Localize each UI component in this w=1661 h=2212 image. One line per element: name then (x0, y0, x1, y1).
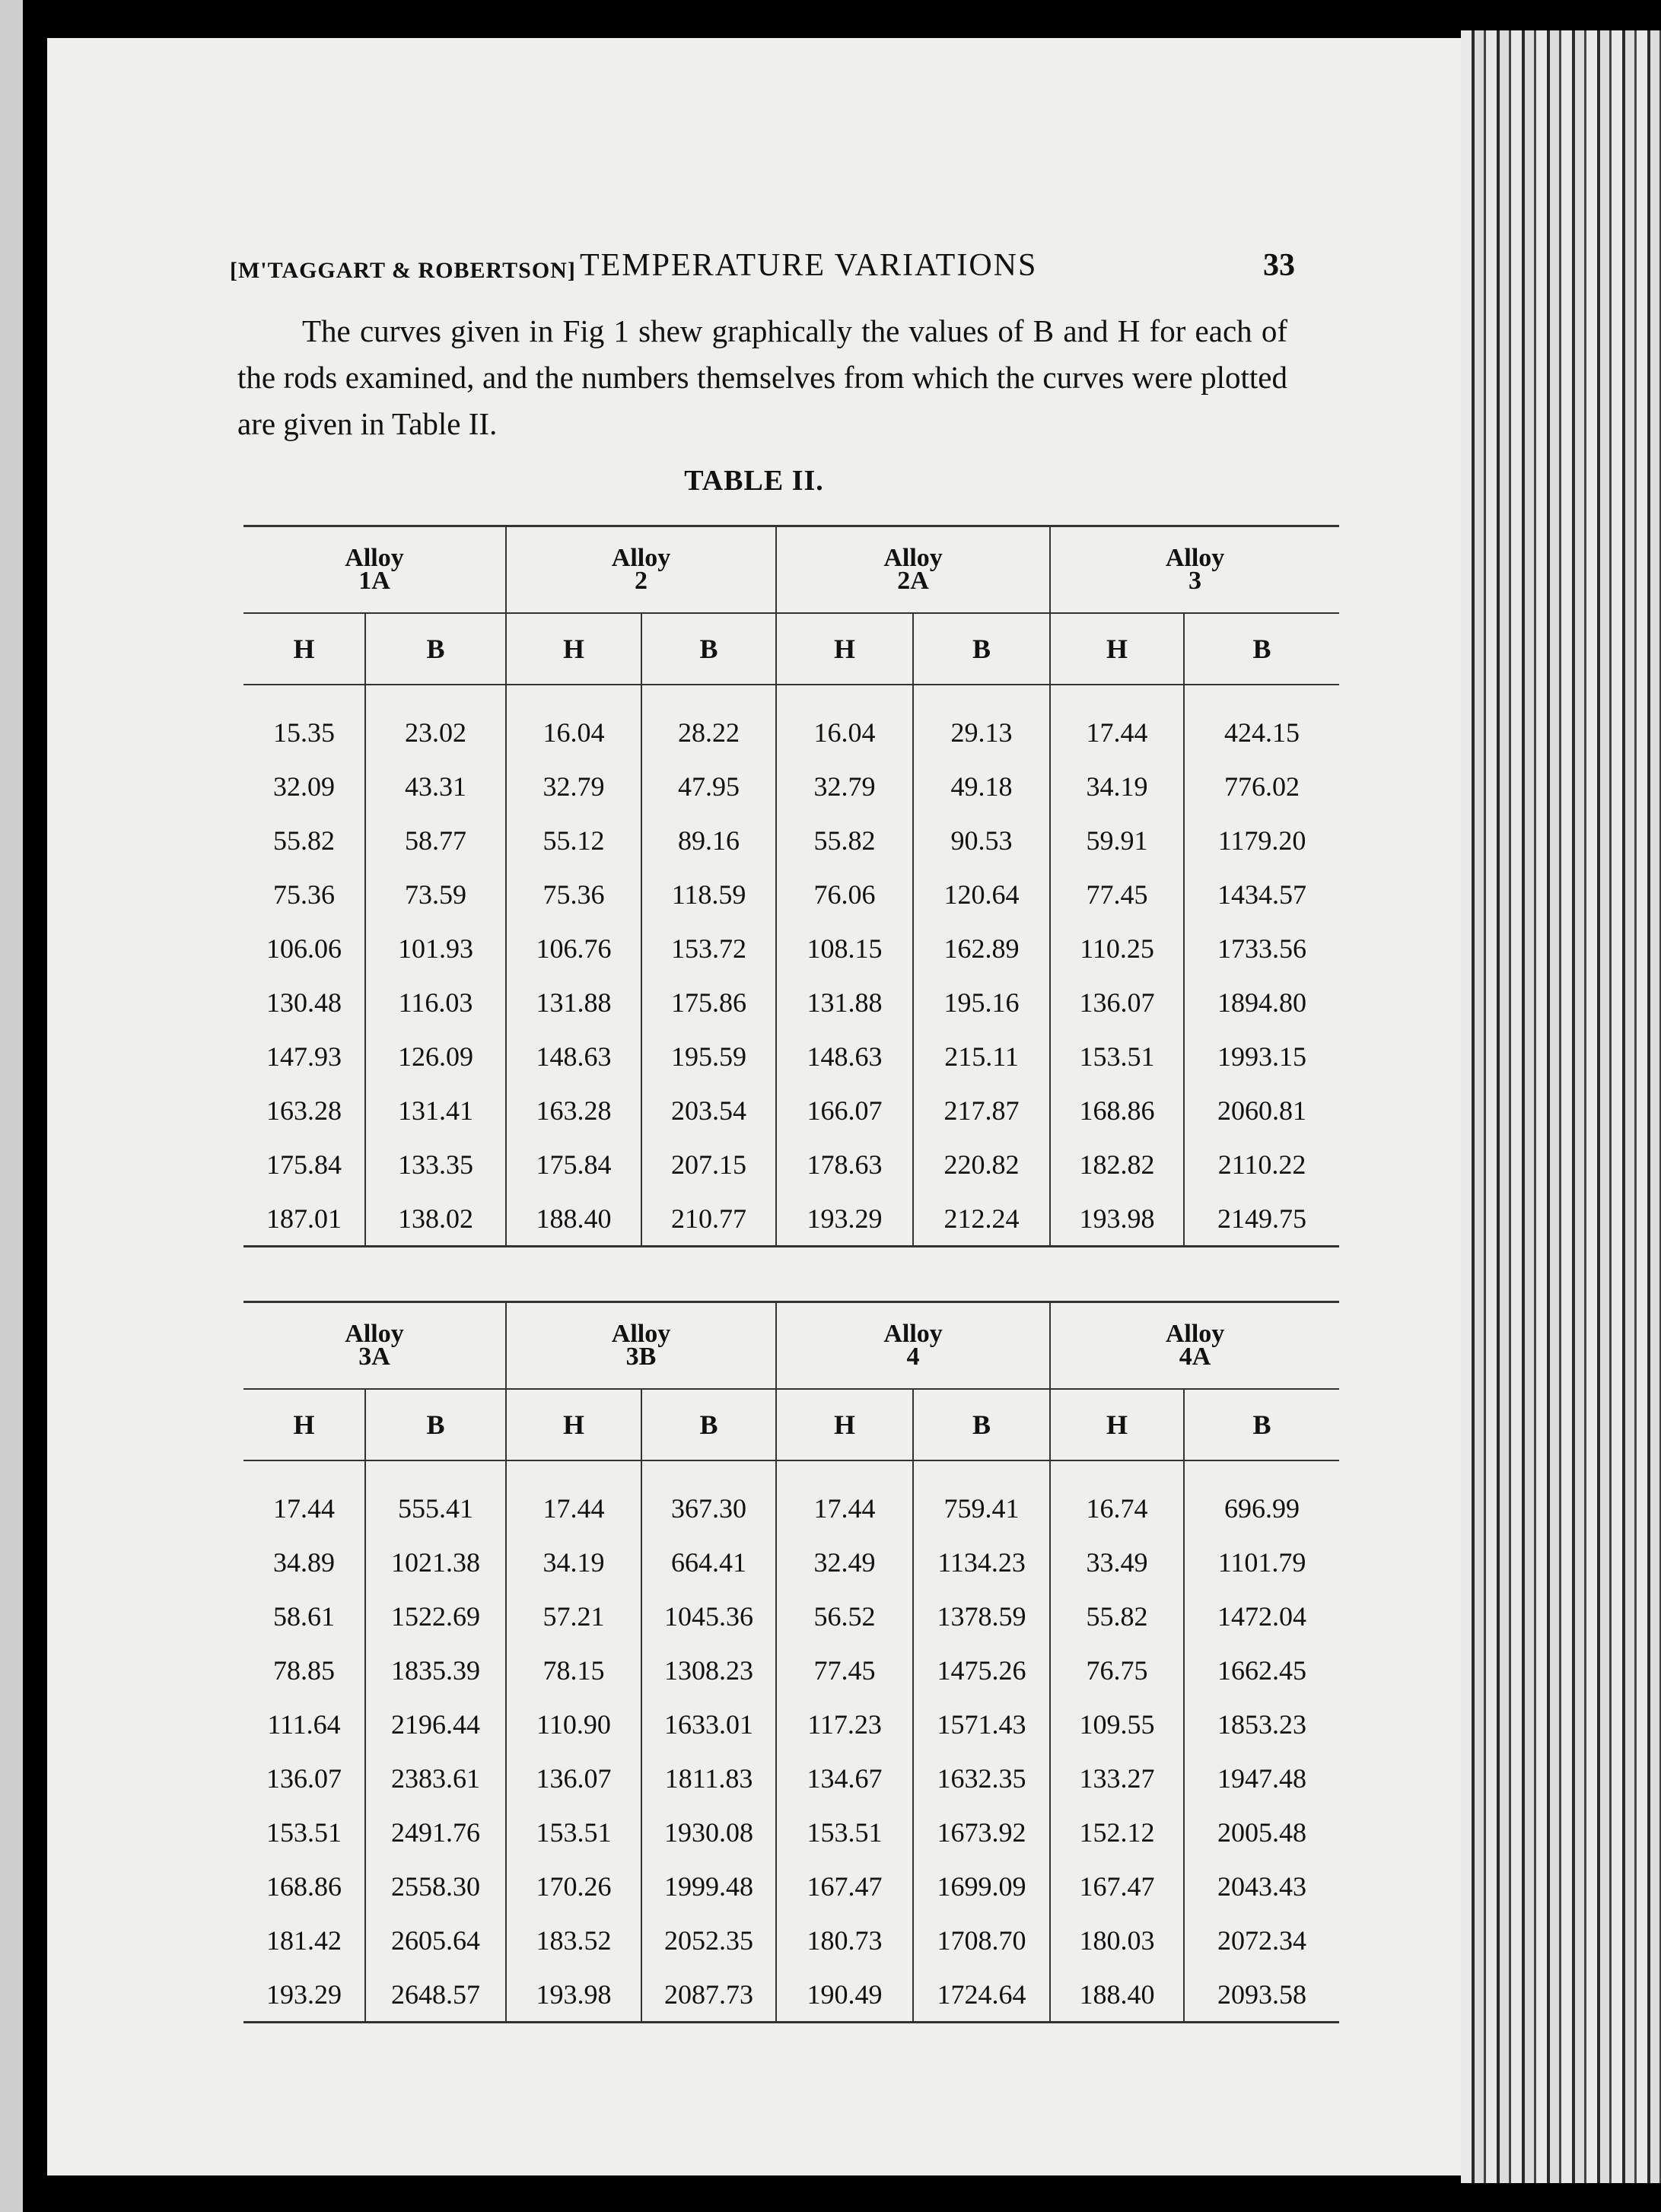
b-value-cell: 1378.59 (913, 1589, 1050, 1643)
alloy-group-header (243, 526, 506, 614)
b-value-cell: 49.18 (913, 759, 1050, 813)
b-value-cell: 2491.76 (365, 1805, 506, 1859)
h-value-cell: 136.07 (266, 1762, 342, 1794)
h-value-cell: 175.84 (266, 1149, 342, 1180)
h-value-cell: 78.85 (273, 1654, 335, 1686)
b-value-cell: 1434.57 (1184, 867, 1339, 921)
table-row (243, 1643, 1339, 1697)
b-value-cell: 1021.38 (365, 1535, 506, 1589)
b-value-cell: 73.59 (365, 867, 506, 921)
alloy-id: 2A (897, 567, 929, 595)
b-value-cell: 28.22 (641, 685, 776, 759)
b-value-cell: 2087.73 (641, 1967, 776, 2023)
h-value-cell: 153.51 (266, 1816, 342, 1848)
b-column-header: B (1184, 1389, 1339, 1460)
h-value-cell: 193.98 (506, 1967, 641, 2023)
alloy-group-header (1050, 526, 1339, 614)
b-value-cell: 1708.70 (913, 1913, 1050, 1967)
book-page (47, 38, 1461, 2175)
h-value-cell: 188.40 (506, 1191, 641, 1247)
alloy-label: Alloy (345, 544, 404, 572)
h-value-cell: 152.12 (1050, 1805, 1184, 1859)
h-value-cell: 131.88 (506, 975, 641, 1029)
b-value-cell: 215.11 (913, 1029, 1050, 1083)
h-value-cell: 55.82 (273, 825, 335, 856)
b-value-cell: 1733.56 (1184, 921, 1339, 975)
b-value-cell: 367.30 (641, 1460, 776, 1535)
alloy-id: 3A (358, 1343, 390, 1371)
b-value-cell: 2605.64 (365, 1913, 506, 1967)
b-value-cell: 2072.34 (1184, 1913, 1339, 1967)
b-value-cell: 195.16 (913, 975, 1050, 1029)
h-value-cell: 136.07 (506, 1751, 641, 1805)
b-value-cell: 2648.57 (365, 1967, 506, 2023)
h-value-cell: 163.28 (506, 1083, 641, 1137)
h-value-cell: 32.49 (776, 1535, 913, 1589)
h-column-header: H (243, 1389, 365, 1460)
alloy-id: 1A (358, 567, 390, 595)
table-row (243, 867, 1339, 921)
h-value-cell: 153.51 (1050, 1029, 1184, 1083)
b-value-cell: 1894.80 (1184, 975, 1339, 1029)
b-value-cell: 1633.01 (641, 1697, 776, 1751)
h-column-header: H (776, 1389, 913, 1460)
b-value-cell: 90.53 (913, 813, 1050, 867)
alloy-label: Alloy (1165, 544, 1225, 572)
b-column-header: B (1184, 613, 1339, 685)
b-value-cell: 1699.09 (913, 1859, 1050, 1913)
h-value-cell: 59.91 (1050, 813, 1184, 867)
b-value-cell: 776.02 (1184, 759, 1339, 813)
h-value-cell: 168.86 (266, 1870, 342, 1902)
b-value-cell: 1045.36 (641, 1589, 776, 1643)
b-value-cell: 2558.30 (365, 1859, 506, 1913)
h-value-cell: 166.07 (776, 1083, 913, 1137)
alloy-label: Alloy (611, 544, 671, 572)
b-value-cell: 220.82 (913, 1137, 1050, 1191)
h-value-cell: 131.88 (776, 975, 913, 1029)
table-row (243, 1913, 1339, 1967)
h-value-cell: 175.84 (506, 1137, 641, 1191)
alloy-group-header (776, 1302, 1050, 1390)
table-row (243, 1535, 1339, 1589)
h-column-header: H (776, 613, 913, 685)
h-value-cell: 34.89 (273, 1546, 335, 1578)
table-row (243, 975, 1339, 1029)
b-value-cell: 1571.43 (913, 1697, 1050, 1751)
b-value-cell: 101.93 (365, 921, 506, 975)
h-value-cell: 106.06 (266, 933, 342, 964)
alloy-label: Alloy (345, 1320, 404, 1348)
page-number: 33 (1263, 248, 1295, 283)
h-value-cell: 193.29 (266, 1978, 342, 2010)
h-value-cell: 136.07 (1050, 975, 1184, 1029)
h-value-cell: 78.15 (506, 1643, 641, 1697)
h-value-cell: 134.67 (776, 1751, 913, 1805)
b-value-cell: 23.02 (365, 685, 506, 759)
b-value-cell: 131.41 (365, 1083, 506, 1137)
h-column-header: H (506, 613, 641, 685)
h-value-cell: 33.49 (1050, 1535, 1184, 1589)
h-value-cell: 16.74 (1050, 1460, 1184, 1535)
h-value-cell: 75.36 (506, 867, 641, 921)
b-value-cell: 424.15 (1184, 685, 1339, 759)
alloy-group-header (506, 526, 776, 614)
b-column-header: B (365, 613, 506, 685)
h-value-cell: 34.19 (1050, 759, 1184, 813)
h-value-cell: 183.52 (506, 1913, 641, 1967)
h-column-header: H (1050, 1389, 1184, 1460)
b-value-cell: 29.13 (913, 685, 1050, 759)
h-value-cell: 32.79 (776, 759, 913, 813)
table-row (243, 759, 1339, 813)
b-value-cell: 2110.22 (1184, 1137, 1339, 1191)
b-value-cell: 195.59 (641, 1029, 776, 1083)
b-value-cell: 47.95 (641, 759, 776, 813)
b-value-cell: 212.24 (913, 1191, 1050, 1247)
b-value-cell: 2383.61 (365, 1751, 506, 1805)
alloy-id: 4A (1179, 1343, 1211, 1371)
h-value-cell: 193.29 (776, 1191, 913, 1247)
b-value-cell: 2196.44 (365, 1697, 506, 1751)
h-value-cell: 55.82 (776, 813, 913, 867)
table-row (243, 1697, 1339, 1751)
h-value-cell: 170.26 (506, 1859, 641, 1913)
h-value-cell: 57.21 (506, 1589, 641, 1643)
b-value-cell: 1993.15 (1184, 1029, 1339, 1083)
alloy-header-row (243, 1302, 1339, 1390)
alloy-label: Alloy (1165, 1320, 1225, 1348)
b-value-cell: 1662.45 (1184, 1643, 1339, 1697)
h-column-header: H (506, 1389, 641, 1460)
h-value-cell: 167.47 (776, 1859, 913, 1913)
b-column-header: B (641, 1389, 776, 1460)
h-value-cell: 111.64 (267, 1708, 341, 1740)
h-value-cell: 32.79 (506, 759, 641, 813)
h-value-cell: 153.51 (506, 1805, 641, 1859)
b-value-cell: 120.64 (913, 867, 1050, 921)
table-row (243, 1137, 1339, 1191)
alloy-group-header (1050, 1302, 1339, 1390)
table-row (243, 921, 1339, 975)
running-head-authors: [M'TAGGART & ROBERTSON] (230, 258, 576, 283)
h-value-cell: 130.48 (266, 987, 342, 1018)
b-value-cell: 1522.69 (365, 1589, 506, 1643)
h-value-cell: 17.44 (506, 1460, 641, 1535)
h-value-cell: 167.47 (1050, 1859, 1184, 1913)
b-value-cell: 2060.81 (1184, 1083, 1339, 1137)
h-value-cell: 106.76 (506, 921, 641, 975)
h-value-cell: 58.61 (273, 1600, 335, 1632)
b-column-header: B (365, 1389, 506, 1460)
b-value-cell: 1673.92 (913, 1805, 1050, 1859)
b-value-cell: 696.99 (1184, 1460, 1339, 1535)
h-value-cell: 109.55 (1050, 1697, 1184, 1751)
alloy-id: 3B (625, 1343, 657, 1371)
b-value-cell: 138.02 (365, 1191, 506, 1247)
h-value-cell: 180.03 (1050, 1913, 1184, 1967)
running-head (230, 247, 1295, 293)
h-value-cell: 75.36 (273, 879, 335, 910)
b-value-cell: 126.09 (365, 1029, 506, 1083)
table-row (243, 685, 1339, 759)
h-value-cell: 17.44 (1050, 685, 1184, 759)
running-head-title: TEMPERATURE VARIATIONS (580, 248, 1038, 283)
alloy-label: Alloy (883, 1320, 943, 1348)
table-row (243, 813, 1339, 867)
b-value-cell: 210.77 (641, 1191, 776, 1247)
b-value-cell: 203.54 (641, 1083, 776, 1137)
h-value-cell: 110.90 (506, 1697, 641, 1751)
b-value-cell: 1101.79 (1184, 1535, 1339, 1589)
b-value-cell: 1853.23 (1184, 1697, 1339, 1751)
table-body (243, 1460, 1339, 2023)
b-value-cell: 1930.08 (641, 1805, 776, 1859)
b-value-cell: 162.89 (913, 921, 1050, 975)
b-column-header: B (913, 613, 1050, 685)
alloy-id: 3 (1188, 567, 1202, 595)
h-value-cell: 193.98 (1050, 1191, 1184, 1247)
b-value-cell: 1308.23 (641, 1643, 776, 1697)
table-row (243, 1029, 1339, 1083)
b-value-cell: 2093.58 (1184, 1967, 1339, 2023)
alloy-id: 4 (906, 1343, 920, 1371)
table-row (243, 1967, 1339, 2023)
h-value-cell: 17.44 (273, 1492, 335, 1524)
h-value-cell: 181.42 (266, 1924, 342, 1956)
page-stack-edges (1461, 30, 1661, 2183)
h-value-cell: 77.45 (776, 1643, 913, 1697)
alloy-id: 2 (635, 567, 648, 595)
h-value-cell: 32.09 (273, 771, 335, 802)
b-column-header: B (641, 613, 776, 685)
h-value-cell: 108.15 (776, 921, 913, 975)
h-value-cell: 56.52 (776, 1589, 913, 1643)
b-value-cell: 207.15 (641, 1137, 776, 1191)
h-value-cell: 77.45 (1050, 867, 1184, 921)
b-value-cell: 555.41 (365, 1460, 506, 1535)
h-column-header: H (1050, 613, 1184, 685)
b-value-cell: 1179.20 (1184, 813, 1339, 867)
table-row (243, 1805, 1339, 1859)
table-row (243, 1191, 1339, 1247)
alloy-label: Alloy (883, 544, 943, 572)
b-value-cell: 1134.23 (913, 1535, 1050, 1589)
b-value-cell: 1999.48 (641, 1859, 776, 1913)
h-value-cell: 133.27 (1050, 1751, 1184, 1805)
b-value-cell: 175.86 (641, 975, 776, 1029)
intro-paragraph: The curves given in Fig 1 shew graphically the values of B and H for each of the rods examined, and the numbers themselves from which the curves were plotted are given in Table II. (237, 313, 1287, 441)
b-value-cell: 89.16 (641, 813, 776, 867)
h-value-cell: 76.75 (1050, 1643, 1184, 1697)
b-value-cell: 116.03 (365, 975, 506, 1029)
b-column-header: B (913, 1389, 1050, 1460)
hb-header-row (243, 613, 1339, 685)
h-value-cell: 178.63 (776, 1137, 913, 1191)
h-value-cell: 147.93 (266, 1041, 342, 1072)
table-row (243, 1460, 1339, 1535)
h-value-cell: 34.19 (506, 1535, 641, 1589)
h-value-cell: 163.28 (266, 1095, 342, 1126)
h-value-cell: 16.04 (506, 685, 641, 759)
table-lower (243, 1301, 1339, 2023)
facing-page-edge (0, 0, 23, 2212)
h-value-cell: 110.25 (1050, 921, 1184, 975)
b-value-cell: 1472.04 (1184, 1589, 1339, 1643)
b-value-cell: 43.31 (365, 759, 506, 813)
b-value-cell: 1632.35 (913, 1751, 1050, 1805)
b-value-cell: 1947.48 (1184, 1751, 1339, 1805)
b-value-cell: 58.77 (365, 813, 506, 867)
alloy-group-header (506, 1302, 776, 1390)
h-value-cell: 117.23 (776, 1697, 913, 1751)
table-row (243, 1751, 1339, 1805)
b-value-cell: 1811.83 (641, 1751, 776, 1805)
hb-header-row (243, 1389, 1339, 1460)
h-value-cell: 15.35 (273, 717, 335, 748)
alloy-group-header (776, 526, 1050, 614)
b-value-cell: 1835.39 (365, 1643, 506, 1697)
h-value-cell: 180.73 (776, 1913, 913, 1967)
alloy-header-row (243, 526, 1339, 614)
h-value-cell: 55.12 (506, 813, 641, 867)
b-value-cell: 217.87 (913, 1083, 1050, 1137)
h-value-cell: 17.44 (776, 1460, 913, 1535)
b-value-cell: 133.35 (365, 1137, 506, 1191)
alloy-group-header (243, 1302, 506, 1390)
h-value-cell: 168.86 (1050, 1083, 1184, 1137)
b-value-cell: 2149.75 (1184, 1191, 1339, 1247)
h-value-cell: 76.06 (776, 867, 913, 921)
b-value-cell: 153.72 (641, 921, 776, 975)
h-value-cell: 190.49 (776, 1967, 913, 2023)
table-body (243, 685, 1339, 1247)
b-value-cell: 1475.26 (913, 1643, 1050, 1697)
table-upper (243, 525, 1339, 1247)
b-value-cell: 2052.35 (641, 1913, 776, 1967)
h-value-cell: 55.82 (1050, 1589, 1184, 1643)
h-column-header: H (243, 613, 365, 685)
b-value-cell: 1724.64 (913, 1967, 1050, 2023)
h-value-cell: 188.40 (1050, 1967, 1184, 2023)
h-value-cell: 16.04 (776, 685, 913, 759)
b-value-cell: 664.41 (641, 1535, 776, 1589)
table-title: TABLE II. (684, 465, 824, 497)
h-value-cell: 182.82 (1050, 1137, 1184, 1191)
table-row (243, 1859, 1339, 1913)
b-value-cell: 118.59 (641, 867, 776, 921)
b-value-cell: 2043.43 (1184, 1859, 1339, 1913)
b-value-cell: 759.41 (913, 1460, 1050, 1535)
h-value-cell: 148.63 (506, 1029, 641, 1083)
b-value-cell: 2005.48 (1184, 1805, 1339, 1859)
alloy-label: Alloy (611, 1320, 671, 1348)
table-row (243, 1083, 1339, 1137)
h-value-cell: 153.51 (776, 1805, 913, 1859)
h-value-cell: 187.01 (266, 1203, 342, 1234)
h-value-cell: 148.63 (776, 1029, 913, 1083)
table-row (243, 1589, 1339, 1643)
